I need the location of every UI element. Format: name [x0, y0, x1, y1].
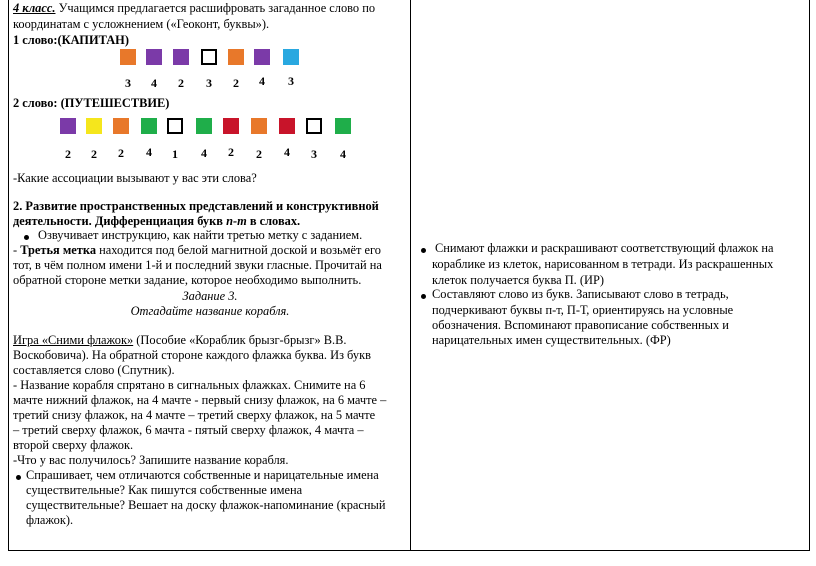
cipher-square: [141, 118, 157, 134]
mark-bold: Третья метка: [20, 243, 97, 257]
mark-line-2: тот, в чём полном имени 1-й и последний звуки гласные. Прочитай на: [13, 258, 382, 272]
intro-line-2: координатам с усложнением («Геоконт, буквы»).: [13, 17, 270, 31]
cipher-square: [279, 118, 295, 134]
bullet-2-line-3: существительные? Вешает на доску флажок-напоминание (красный: [26, 498, 386, 512]
cipher-number: 2: [178, 76, 184, 90]
word2-title: 2 слово: (ПУТЕШЕСТВИЕ): [13, 96, 170, 110]
cipher-square: [86, 118, 102, 134]
grade-label: 4 класс.: [13, 1, 56, 15]
bullet-icon: [421, 294, 426, 299]
cipher-number: 4: [259, 74, 265, 88]
right-1-line-2: кораблике из клеток, нарисованном в тетради. Из раскрашенных: [432, 257, 774, 271]
ship-line-3: третий снизу флажок, на 4 мачте – третий сверху флажок, на 5 мачте: [13, 408, 376, 422]
cipher-number: 2: [65, 147, 71, 161]
right-2-line-4: нарицательных имен существительных. (ФР): [432, 333, 671, 347]
cipher-square: [146, 49, 162, 65]
cipher-square: [223, 118, 239, 134]
section2-letters: п-т: [226, 214, 247, 228]
section2-line-1: 2. Развитие пространственных представлений и конструктивной: [13, 199, 379, 213]
assoc-question: -Какие ассоциации вызывают у вас эти слова?: [13, 171, 257, 185]
intro-line-1: [13, 0, 375, 16]
cipher-number: 2: [118, 146, 124, 160]
bullet-icon: [421, 248, 426, 253]
cipher-number: 3: [311, 147, 317, 161]
cipher-number: 4: [284, 145, 290, 159]
cipher-square: [196, 118, 212, 134]
cipher-number: 2: [91, 147, 97, 161]
cipher-number: 4: [340, 147, 346, 161]
right-2-line-1: Составляют слово из букв. Записывают слово в тетрадь,: [432, 287, 729, 301]
cipher-square: [335, 118, 351, 134]
cipher-number: 4: [201, 146, 207, 160]
cipher-number: 4: [151, 76, 157, 90]
mark-dash: -: [13, 243, 21, 257]
bullet-icon: [24, 235, 29, 240]
cipher-square: [283, 49, 299, 65]
cipher-square: [306, 118, 322, 134]
bullet-icon: [16, 475, 21, 480]
right-1-line-3: клеток получается буква П. (ИР): [432, 273, 604, 287]
intro-text: Учащимся предлагается расшифровать загаданное слово по: [55, 1, 376, 15]
bullet-2-line-1: Спрашивает, чем отличаются собственные и нарицательные имена: [26, 468, 379, 482]
cipher-number: 4: [146, 145, 152, 159]
section2-end: в словах.: [246, 214, 301, 228]
cipher-square: [228, 49, 244, 65]
cipher-number: 3: [125, 76, 131, 90]
mark-line-3: обратной стороне метки задание, которое необходимо выполнить.: [13, 273, 362, 287]
ship-line-5: второй сверху флажок.: [13, 438, 134, 452]
cipher-number: 3: [206, 76, 212, 90]
bullet-2-line-4: флажок).: [26, 513, 74, 527]
word1-title: 1 слово:(КАПИТАН): [13, 33, 129, 47]
section2-text: деятельности. Дифференциация букв: [13, 214, 227, 228]
cipher-square: [173, 49, 189, 65]
cipher-number: 1: [172, 147, 178, 161]
game-line-2: Воскобовича). На обратной стороне каждого флажка буква. Из букв: [13, 348, 371, 362]
cipher-number: 2: [228, 145, 234, 159]
game-line-3: составляется слово (Спутник).: [13, 363, 175, 377]
bullet-1: Озвучивает инструкцию, как найти третью метку с заданием.: [38, 228, 363, 242]
game-line-1: [13, 332, 347, 348]
column-divider: [410, 0, 411, 551]
game-title: Игра «Сними флажок»: [13, 333, 134, 347]
right-2-line-2: подчеркивают буквы п-т, П-Т, ориентируясь на условные: [432, 303, 734, 317]
mark-text: находится под белой магнитной доской и возьмёт его: [96, 243, 381, 257]
cipher-square: [251, 118, 267, 134]
cipher-square: [167, 118, 183, 134]
cipher-number: 2: [256, 147, 262, 161]
task-title: Задание 3.: [182, 289, 238, 303]
cipher-number: 2: [233, 76, 239, 90]
cipher-square: [254, 49, 270, 65]
game-text: (Пособие «Кораблик брызг-брызг» В.В.: [133, 333, 347, 347]
ship-line-1: - Название корабля спрятано в сигнальных флажках. Снимите на 6: [13, 378, 366, 392]
cipher-square: [201, 49, 217, 65]
cipher-square: [120, 49, 136, 65]
ship-line-4: – третий сверху флажок, 6 мачта - пятый сверху флажок, 4 мачта –: [13, 423, 364, 437]
right-2-line-3: обозначения. Вспоминают правописание собственных и: [432, 318, 729, 332]
task-subtitle: Отгадайте название корабля.: [130, 304, 290, 318]
cipher-square: [113, 118, 129, 134]
bullet-2-line-2: существительные? Как пишутся собственные имена: [26, 483, 303, 497]
mark-line-1: [13, 242, 381, 258]
cipher-number: 3: [288, 74, 294, 88]
result-question: -Что у вас получилось? Запишите название корабля.: [13, 453, 289, 467]
cipher-square: [60, 118, 76, 134]
ship-line-2: мачте нижний флажок, на 4 мачте - первый снизу флажок, на 6 мачте –: [13, 393, 387, 407]
right-1-line-1: Снимают флажки и раскрашивают соответствующий флажок на: [435, 241, 774, 255]
